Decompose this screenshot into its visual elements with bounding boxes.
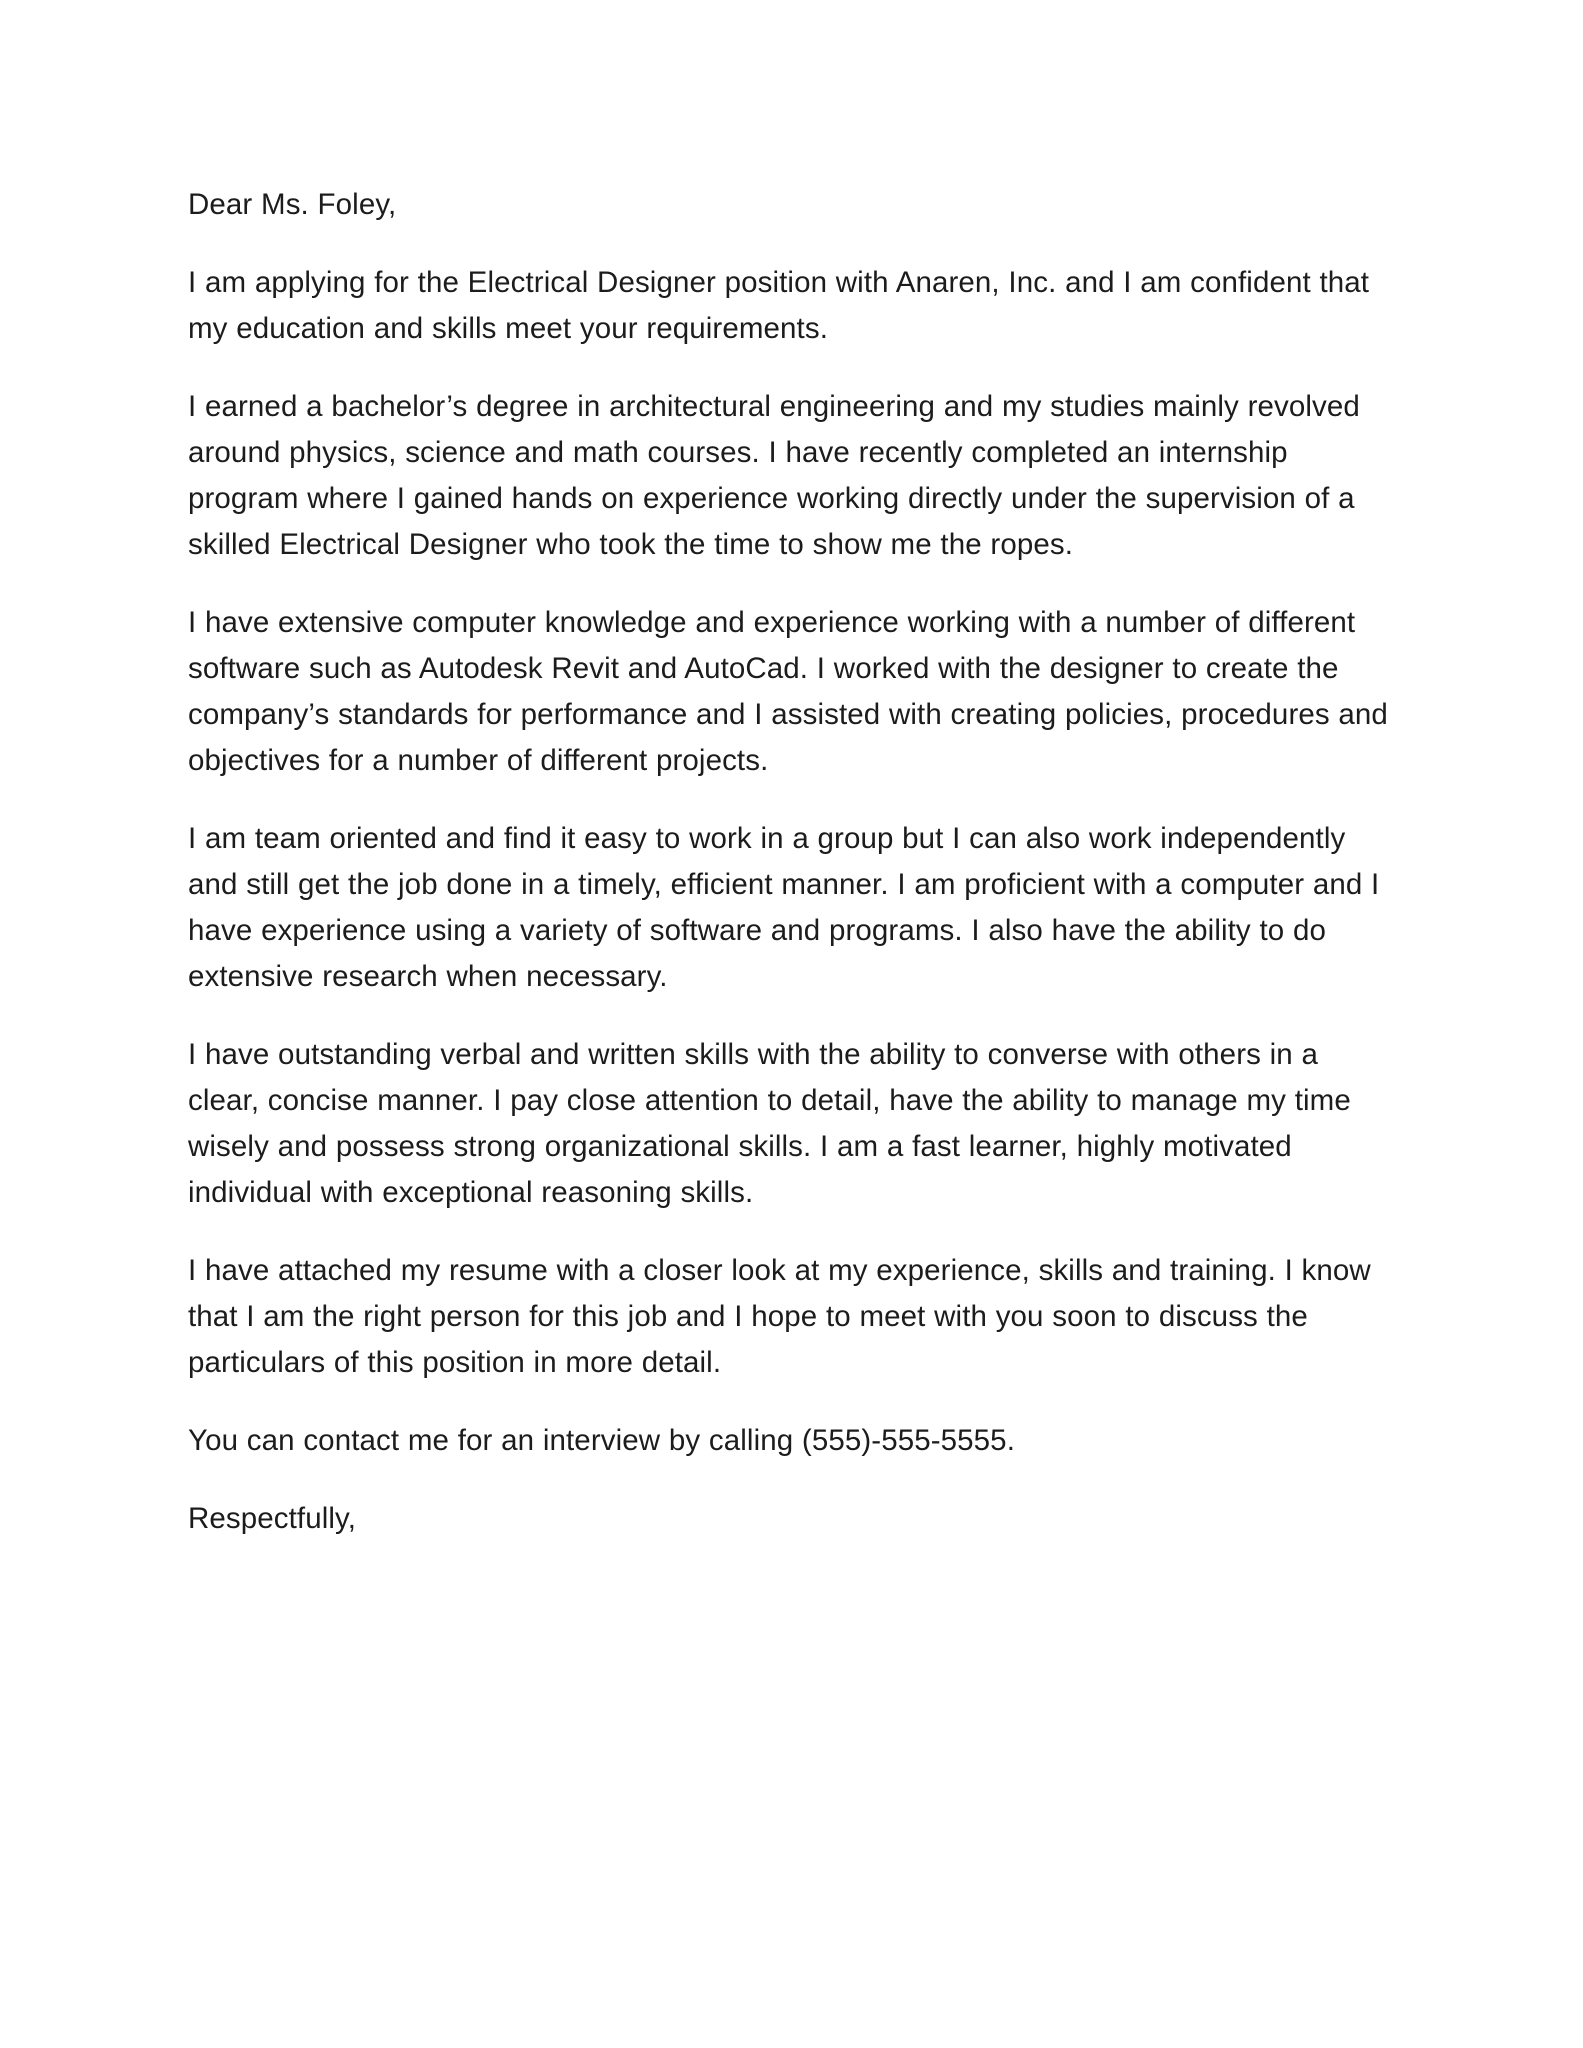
letter-body — [188, 182, 1396, 1542]
paragraph-communication: I have outstanding verbal and written skills with the ability to converse with others in a clear, concise manner. I pay close attention to detail, have the ability to manage my time wisely and possess strong organizational skills. I am a fast learner, highly motivated individual with exceptional reasoning skills. — [188, 1038, 1351, 1209]
salutation: Dear Ms. Foley, — [188, 188, 397, 221]
closing-salutation: Respectfully, — [188, 1502, 356, 1535]
paragraph-contact: You can contact me for an interview by calling (555)-555-5555. — [188, 1424, 1015, 1457]
paragraph-computer-skills: I have extensive computer knowledge and experience working with a number of different software such as Autodesk Revit and AutoCad. I worked with the designer to create the company’s standards for performance and I assisted with creating policies, procedures and objectives for a number of different projects. — [188, 606, 1388, 777]
paragraph-teamwork: I am team oriented and find it easy to work in a group but I can also work independently and still get the job done in a timely, efficient manner. I am proficient with a computer and I have experience using a variety of software and programs. I also have the ability to do extensive research when necessary. — [188, 822, 1380, 993]
paragraph-resume-attached: I have attached my resume with a closer look at my experience, skills and training. I know that I am the right person for this job and I hope to meet with you soon to discuss the particulars of this position in more detail. — [188, 1254, 1371, 1379]
paragraph-education: I earned a bachelor’s degree in architectural engineering and my studies mainly revolved around physics, science and math courses. I have recently completed an internship program where I gained hands on experience working directly under the supervision of a skilled Electrical Designer who took the time to show me the ropes. — [188, 390, 1360, 561]
paragraph-intro: I am applying for the Electrical Designer position with Anaren, Inc. and I am confident that my education and skills meet your requirements. — [188, 266, 1370, 345]
